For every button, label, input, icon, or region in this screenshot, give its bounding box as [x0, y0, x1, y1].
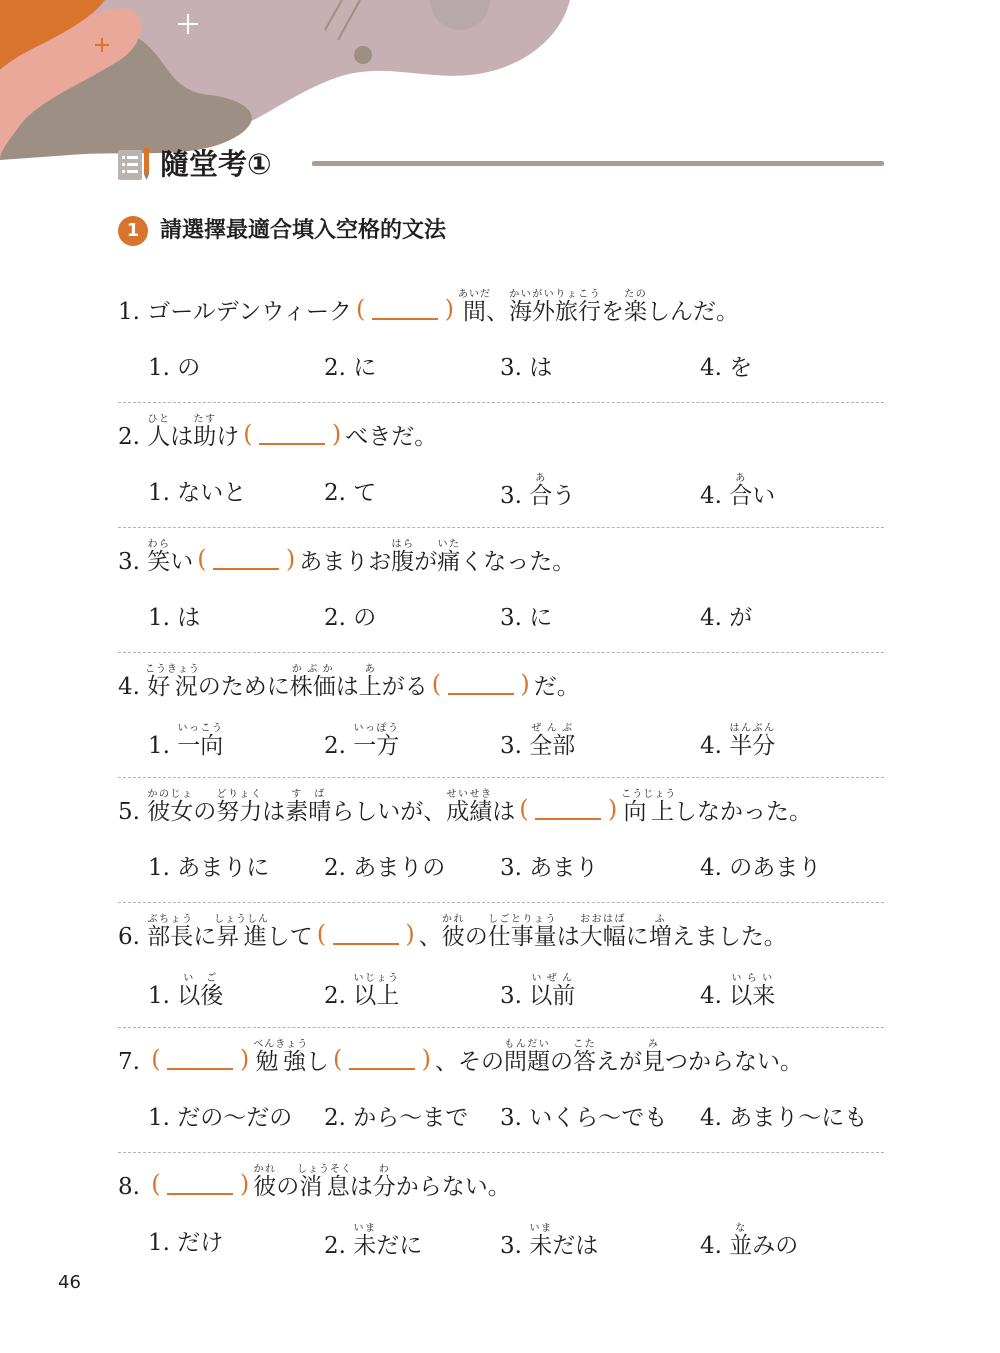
- dashed-divider: [118, 1152, 884, 1153]
- furigana-reading: ぶちょう: [147, 914, 194, 925]
- furigana-reading: かれ: [253, 1164, 277, 1175]
- kanji-with-furigana: [573, 1039, 597, 1075]
- question-stem: [118, 786, 812, 840]
- answer-option[interactable]: [700, 1223, 798, 1266]
- text-segment: 1.: [148, 983, 178, 1009]
- text-segment: 2. から～まで: [324, 1105, 469, 1131]
- text-segment: 2.: [118, 424, 148, 450]
- answer-blank[interactable]: ( ): [151, 1045, 250, 1073]
- text-segment: 、: [485, 299, 509, 325]
- answer-option[interactable]: [700, 473, 775, 516]
- answer-option[interactable]: [324, 473, 376, 513]
- answer-options: [148, 848, 884, 888]
- kanji-with-furigana: [353, 723, 400, 759]
- furigana-reading: ぜんぶ: [529, 723, 576, 734]
- text-segment: だは: [552, 1233, 599, 1259]
- kanji-text: 彼女: [147, 799, 194, 825]
- kanji-text: 並: [729, 1233, 753, 1259]
- kanji-text: 一方: [353, 733, 400, 759]
- kanji-text: 答: [573, 1049, 597, 1075]
- text-segment: 2. の: [324, 605, 377, 631]
- furigana-reading: もんだい: [504, 1039, 551, 1050]
- answer-option[interactable]: [148, 1098, 292, 1138]
- text-segment: しなかった。: [674, 799, 813, 825]
- furigana-reading: あ: [529, 473, 553, 484]
- kanji-text: 増: [648, 924, 672, 950]
- question-stem: [118, 911, 787, 965]
- text-segment: 8.: [118, 1174, 148, 1200]
- furigana-reading: こうじょう: [621, 789, 677, 800]
- answer-blank[interactable]: ( ): [333, 1045, 432, 1073]
- text-segment: け: [216, 424, 240, 450]
- kanji-with-furigana: [353, 1223, 377, 1259]
- dashed-divider: [118, 652, 884, 653]
- text-segment: 4. を: [700, 355, 753, 381]
- kanji-with-furigana: [253, 1164, 277, 1200]
- text-segment: 3.: [500, 1233, 530, 1259]
- furigana-reading: すば: [285, 789, 332, 800]
- furigana-reading: ふ: [648, 914, 672, 925]
- answer-option[interactable]: [324, 348, 376, 388]
- answer-option[interactable]: [700, 1098, 867, 1138]
- text-segment: 3. あまり: [500, 855, 599, 881]
- furigana-reading: み: [642, 1039, 666, 1050]
- kanji-text: 腹: [391, 549, 415, 575]
- kanji-text: 間: [457, 299, 491, 325]
- furigana-reading: せいせき: [446, 789, 493, 800]
- kanji-text: 以来: [729, 983, 776, 1009]
- kanji-with-furigana: [529, 473, 553, 509]
- text-segment: からない。: [395, 1174, 511, 1200]
- text-segment: みの: [752, 1233, 799, 1259]
- kanji-with-furigana: [623, 289, 647, 325]
- kanji-text: 好況: [145, 674, 201, 700]
- furigana-reading: いた: [437, 539, 461, 550]
- kanji-text: 仕事量: [487, 924, 557, 950]
- kanji-text: 分: [372, 1174, 396, 1200]
- page-number: 46: [58, 1272, 81, 1293]
- text-segment: 2. に: [324, 355, 377, 381]
- text-segment: 3.: [118, 549, 148, 575]
- page-title: 隨堂考①: [160, 147, 272, 181]
- section-instruction: 請選擇最適合填入空格的文法: [160, 218, 447, 243]
- answer-option[interactable]: [500, 1098, 667, 1138]
- furigana-reading: たす: [193, 414, 217, 425]
- kanji-text: 消息: [297, 1174, 353, 1200]
- text-segment: 4.: [700, 1233, 730, 1259]
- furigana-reading: な: [729, 1223, 753, 1234]
- text-segment: べきだ。: [345, 424, 438, 450]
- answer-blank[interactable]: ( ): [197, 545, 296, 573]
- text-segment: に: [193, 924, 217, 950]
- question-stem: [118, 286, 739, 340]
- answer-options: [148, 723, 884, 763]
- kanji-with-furigana: [529, 973, 576, 1009]
- kanji-text: 努力: [216, 799, 263, 825]
- text-segment: は: [349, 1174, 373, 1200]
- furigana-reading: いっぽう: [353, 723, 400, 734]
- kanji-with-furigana: [297, 1164, 353, 1200]
- text-segment: 3. に: [500, 605, 553, 631]
- text-segment: 4. が: [700, 605, 753, 631]
- kanji-with-furigana: [508, 289, 601, 325]
- text-segment: して: [266, 924, 313, 950]
- text-segment: 1. だけ: [148, 1230, 224, 1256]
- answer-option[interactable]: [500, 1223, 598, 1266]
- furigana-reading: かぶか: [289, 664, 336, 675]
- furigana-reading: べんきょう: [253, 1039, 309, 1050]
- kanji-with-furigana: [648, 914, 672, 950]
- text-segment: 、: [418, 924, 442, 950]
- kanji-with-furigana: [253, 1039, 309, 1075]
- answer-option[interactable]: [324, 723, 399, 766]
- kanji-with-furigana: [729, 1223, 753, 1259]
- kanji-text: 見: [642, 1049, 666, 1075]
- answer-blank[interactable]: ( ): [355, 295, 454, 323]
- text-segment: の: [550, 1049, 574, 1075]
- furigana-reading: こうきょう: [145, 664, 201, 675]
- furigana-reading: かれ: [441, 914, 465, 925]
- furigana-reading: ひと: [147, 414, 171, 425]
- answer-option[interactable]: [500, 723, 575, 766]
- text-segment: 1. の: [148, 355, 201, 381]
- dot-shape: [354, 46, 372, 64]
- question-item: [118, 911, 884, 1035]
- text-segment: い: [170, 549, 194, 575]
- text-segment: えました。: [671, 924, 787, 950]
- answer-option[interactable]: [324, 973, 399, 1016]
- answer-options: [148, 348, 884, 388]
- kanji-with-furigana: [437, 539, 461, 575]
- kanji-text: 素晴: [285, 799, 332, 825]
- answer-blank[interactable]: ( ): [519, 795, 618, 823]
- text-segment: 3. いくら～でも: [500, 1105, 668, 1131]
- answer-options: [148, 473, 884, 513]
- furigana-reading: いらい: [729, 973, 776, 984]
- furigana-reading: かのじょ: [147, 789, 194, 800]
- kanji-with-furigana: [487, 914, 557, 950]
- kanji-text: 彼: [253, 1174, 277, 1200]
- answer-blank[interactable]: ( ): [431, 670, 530, 698]
- text-segment: 4. のあまり: [700, 855, 822, 881]
- furigana-reading: どりょく: [216, 789, 263, 800]
- question-stem: [118, 536, 575, 590]
- furigana-reading: こた: [573, 1039, 597, 1050]
- furigana-reading: わら: [147, 539, 171, 550]
- furigana-reading: しごとりょう: [487, 914, 557, 925]
- text-segment: 3.: [500, 733, 530, 759]
- question-item: [118, 786, 884, 910]
- section-number-badge: 1: [118, 216, 148, 246]
- question-item: [118, 1036, 884, 1160]
- kanji-with-furigana: [145, 664, 201, 700]
- answer-blank[interactable]: ( ): [243, 420, 342, 448]
- kanji-text: 笑: [147, 549, 171, 575]
- text-segment: い: [752, 483, 776, 509]
- kanji-text: 全部: [529, 733, 576, 759]
- kanji-text: 痛: [437, 549, 461, 575]
- kanji-text: 昇進: [214, 924, 270, 950]
- furigana-reading: しょうそく: [297, 1164, 353, 1175]
- kanji-text: 上: [358, 674, 382, 700]
- kanji-with-furigana: [441, 914, 465, 950]
- text-segment: は: [335, 674, 359, 700]
- text-segment: しんだ。: [646, 299, 739, 325]
- text-segment: 1. は: [148, 605, 201, 631]
- answer-option[interactable]: [500, 598, 552, 638]
- furigana-reading: いじょう: [353, 973, 400, 984]
- question-stem: [118, 1036, 803, 1090]
- text-segment: だに: [376, 1233, 423, 1259]
- kanji-with-furigana: [147, 539, 171, 575]
- kanji-with-furigana: [529, 1223, 553, 1259]
- dashed-divider: [118, 902, 884, 903]
- kanji-text: 以上: [353, 983, 400, 1009]
- kanji-text: 一向: [177, 733, 224, 759]
- answer-option[interactable]: [700, 973, 775, 1016]
- text-segment: 3. は: [500, 355, 553, 381]
- kanji-text: 株価: [289, 674, 336, 700]
- text-segment: くなった。: [460, 549, 576, 575]
- dashed-divider: [118, 402, 884, 403]
- answer-option[interactable]: [148, 848, 269, 888]
- kanji-with-furigana: [621, 789, 677, 825]
- text-segment: のために: [197, 674, 290, 700]
- furigana-reading: いま: [353, 1223, 377, 1234]
- answer-option[interactable]: [324, 1223, 422, 1266]
- kanji-text: 彼: [441, 924, 465, 950]
- question-stem: [118, 1161, 511, 1215]
- kanji-with-furigana: [147, 789, 194, 825]
- answer-options: [148, 973, 884, 1013]
- text-segment: し: [306, 1049, 330, 1075]
- furigana-reading: いま: [529, 1223, 553, 1234]
- text-segment: 2.: [324, 1233, 354, 1259]
- furigana-reading: いご: [177, 973, 224, 984]
- kanji-text: 未: [529, 1233, 553, 1259]
- answer-option[interactable]: [148, 973, 223, 1016]
- answer-option[interactable]: [700, 598, 752, 638]
- kanji-text: 助: [193, 424, 217, 450]
- dashed-divider: [118, 527, 884, 528]
- kanji-text: 合: [729, 483, 753, 509]
- text-segment: 4.: [700, 983, 730, 1009]
- kanji-with-furigana: [289, 664, 336, 700]
- furigana-reading: はら: [391, 539, 415, 550]
- answer-blank[interactable]: ( ): [151, 1170, 250, 1198]
- kanji-text: 未: [353, 1233, 377, 1259]
- kanji-with-furigana: [446, 789, 493, 825]
- kanji-with-furigana: [504, 1039, 551, 1075]
- title-rule: [312, 161, 884, 166]
- kanji-with-furigana: [353, 973, 400, 1009]
- kanji-with-furigana: [642, 1039, 666, 1075]
- kanji-with-furigana: [729, 723, 776, 759]
- text-segment: 1. だの～だの: [148, 1105, 293, 1131]
- text-segment: 5.: [118, 799, 148, 825]
- question-item: [118, 286, 884, 410]
- answer-option[interactable]: [148, 598, 200, 638]
- text-segment: の: [464, 924, 488, 950]
- text-segment: 1. ないと: [148, 480, 247, 506]
- furigana-reading: いっこう: [177, 723, 224, 734]
- kanji-text: 合: [529, 483, 553, 509]
- furigana-reading: あいだ: [457, 289, 491, 300]
- answer-option[interactable]: [500, 473, 575, 516]
- furigana-reading: たの: [623, 289, 647, 300]
- kanji-text: 海外旅行: [508, 299, 601, 325]
- kanji-with-furigana: [579, 914, 626, 950]
- notepad-pencil-icon: [116, 146, 152, 182]
- kanji-text: 以前: [529, 983, 576, 1009]
- kanji-with-furigana: [147, 914, 194, 950]
- text-segment: が: [414, 549, 438, 575]
- answer-option[interactable]: [324, 1098, 468, 1138]
- furigana-reading: わ: [372, 1164, 396, 1175]
- text-segment: 3.: [500, 483, 530, 509]
- answer-option[interactable]: [148, 723, 223, 766]
- text-segment: の: [276, 1174, 300, 1200]
- text-segment: 2.: [324, 983, 354, 1009]
- answer-option[interactable]: [148, 348, 200, 388]
- kanji-text: 向上: [621, 799, 677, 825]
- answer-option[interactable]: [500, 848, 598, 888]
- kanji-text: 部長: [147, 924, 194, 950]
- text-segment: 3.: [500, 983, 530, 1009]
- kanji-with-furigana: [358, 664, 382, 700]
- furigana-reading: いぜん: [529, 973, 576, 984]
- kanji-text: 人: [147, 424, 171, 450]
- kanji-text: 大幅: [579, 924, 626, 950]
- kanji-with-furigana: [729, 973, 776, 1009]
- answer-options: [148, 1098, 884, 1138]
- question-item: [118, 661, 884, 785]
- dashed-divider: [118, 1027, 884, 1028]
- text-segment: を: [600, 299, 624, 325]
- kanji-with-furigana: [372, 1164, 396, 1200]
- text-segment: 、その: [435, 1049, 505, 1075]
- answer-option[interactable]: [700, 723, 775, 766]
- answer-option[interactable]: [324, 598, 376, 638]
- furigana-reading: あ: [358, 664, 382, 675]
- text-segment: は: [170, 424, 194, 450]
- answer-option[interactable]: [500, 973, 575, 1016]
- question-stem: [118, 411, 437, 465]
- answer-option[interactable]: [700, 848, 821, 888]
- kanji-with-furigana: [147, 414, 171, 450]
- kanji-text: 半分: [729, 733, 776, 759]
- answer-options: [148, 598, 884, 638]
- kanji-with-furigana: [193, 414, 217, 450]
- answer-option[interactable]: [500, 348, 552, 388]
- text-segment: らしいが、: [331, 799, 447, 825]
- text-segment: は: [556, 924, 580, 950]
- text-segment: 6.: [118, 924, 148, 950]
- text-segment: 4.: [700, 733, 730, 759]
- text-segment: 1. ゴールデンウィーク: [118, 299, 352, 325]
- text-segment: 7.: [118, 1049, 148, 1075]
- kanji-with-furigana: [391, 539, 415, 575]
- kanji-text: 問題: [504, 1049, 551, 1075]
- answer-blank[interactable]: ( ): [316, 920, 415, 948]
- kanji-with-furigana: [285, 789, 332, 825]
- kanji-with-furigana: [177, 973, 224, 1009]
- text-segment: だ。: [533, 674, 580, 700]
- text-segment: は: [492, 799, 516, 825]
- furigana-reading: あ: [729, 473, 753, 484]
- text-segment: 2.: [324, 733, 354, 759]
- decorative-wave-header: [0, 0, 1000, 160]
- question-item: [118, 536, 884, 660]
- question-stem: [118, 661, 580, 715]
- kanji-with-furigana: [216, 789, 263, 825]
- text-segment: 4.: [700, 483, 730, 509]
- answer-option[interactable]: [148, 473, 246, 513]
- text-segment: つからない。: [665, 1049, 804, 1075]
- text-segment: に: [625, 924, 649, 950]
- answer-option[interactable]: [148, 1223, 223, 1263]
- text-segment: 1. あまりに: [148, 855, 270, 881]
- dashed-divider: [118, 777, 884, 778]
- kanji-text: 楽: [623, 299, 647, 325]
- answer-option[interactable]: [324, 848, 445, 888]
- text-segment: の: [193, 799, 217, 825]
- kanji-with-furigana: [529, 723, 576, 759]
- kanji-text: 以後: [177, 983, 224, 1009]
- kanji-text: 成績: [446, 799, 493, 825]
- kanji-with-furigana: [457, 289, 491, 325]
- furigana-reading: しょうしん: [214, 914, 270, 925]
- text-segment: 1.: [148, 733, 178, 759]
- answer-options: [148, 1223, 884, 1263]
- text-segment: がる: [381, 674, 428, 700]
- kanji-text: 勉強: [253, 1049, 309, 1075]
- text-segment: 2. あまりの: [324, 855, 446, 881]
- page-title-row: [116, 140, 884, 188]
- text-segment: あまりお: [299, 549, 392, 575]
- text-segment: 2. て: [324, 480, 377, 506]
- text-segment: う: [552, 483, 576, 509]
- text-segment: 4.: [118, 674, 148, 700]
- furigana-reading: はんぶん: [729, 723, 776, 734]
- kanji-with-furigana: [214, 914, 270, 950]
- question-item: [118, 411, 884, 535]
- kanji-with-furigana: [177, 723, 224, 759]
- furigana-reading: おおはば: [579, 914, 626, 925]
- kanji-with-furigana: [729, 473, 753, 509]
- text-segment: えが: [596, 1049, 643, 1075]
- question-item: [118, 1161, 884, 1285]
- text-segment: 4. あまり～にも: [700, 1105, 868, 1131]
- answer-option[interactable]: [700, 348, 752, 388]
- text-segment: は: [262, 799, 286, 825]
- furigana-reading: かいがいりょこう: [508, 289, 601, 300]
